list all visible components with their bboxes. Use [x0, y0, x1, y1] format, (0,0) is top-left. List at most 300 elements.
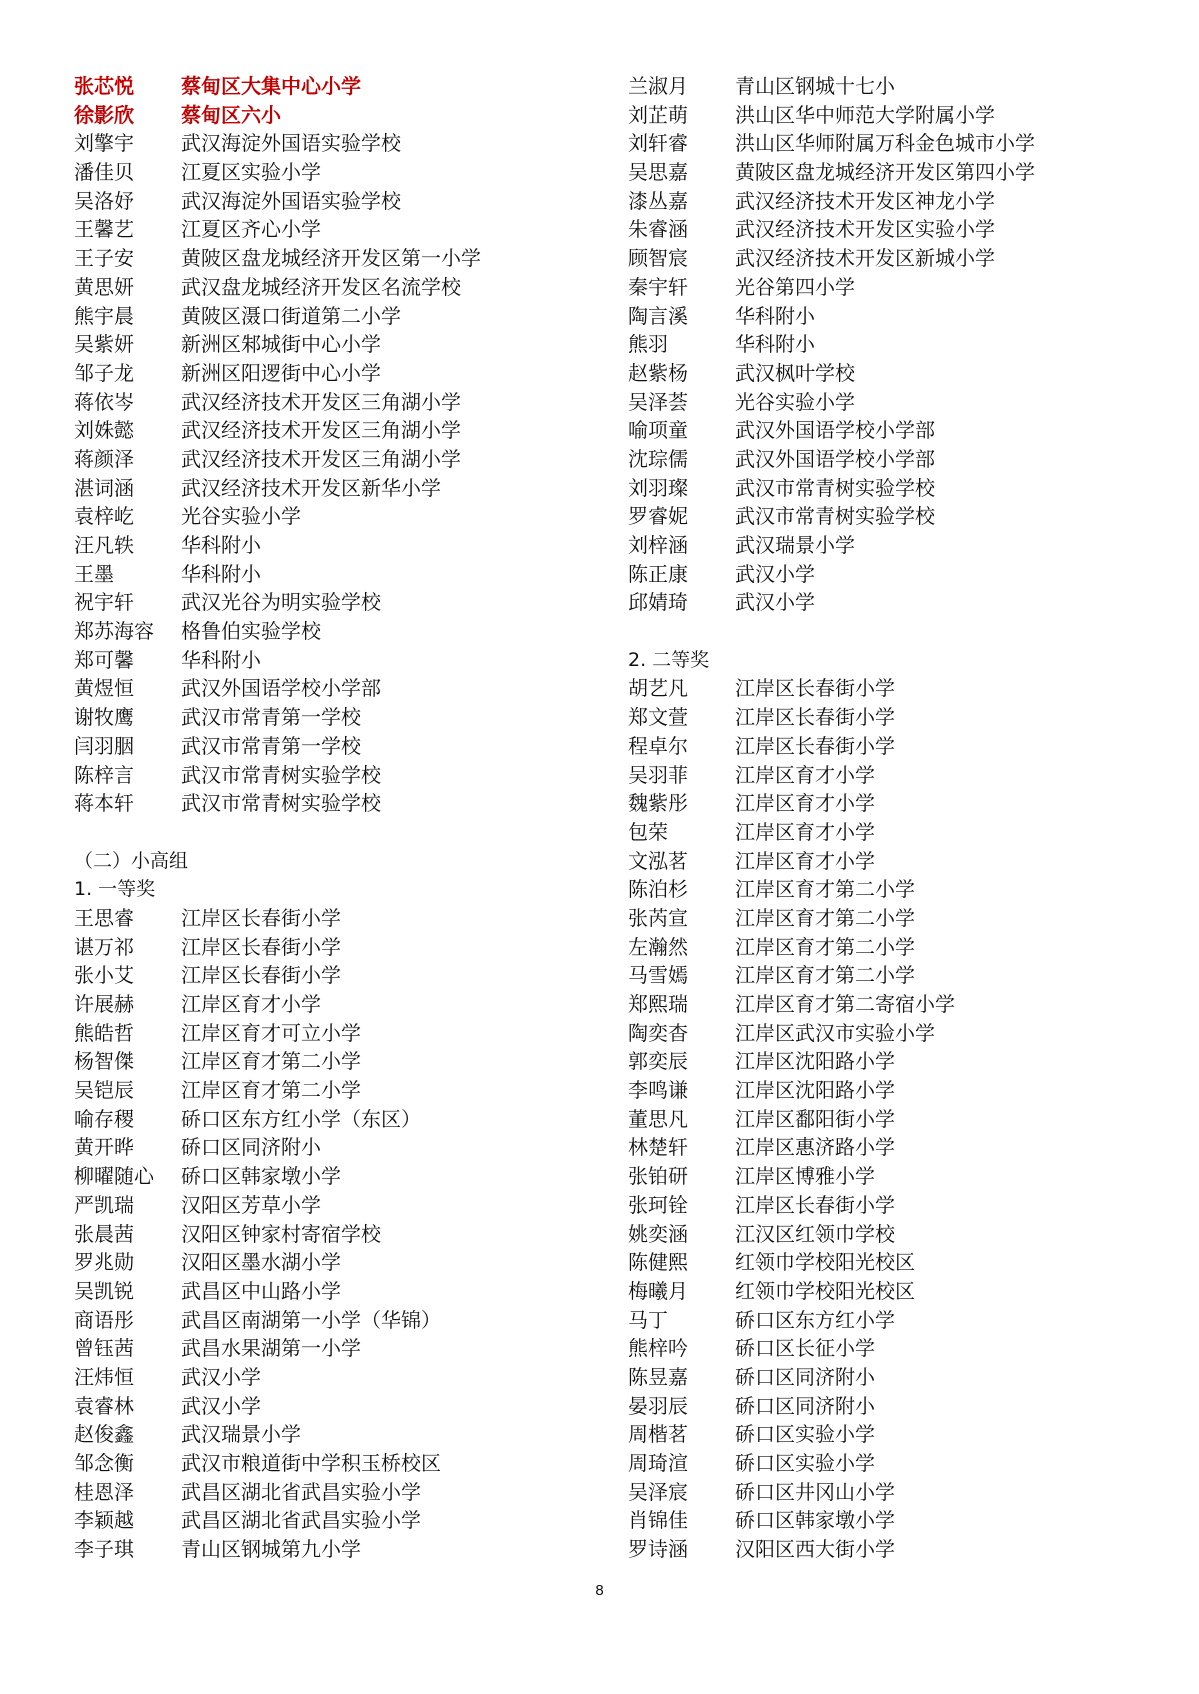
student-name: 邹念衡: [74, 1451, 134, 1475]
student-name: 朱睿涵: [628, 217, 688, 242]
school-name: 江岸区育才第二小学: [735, 877, 915, 902]
award-entry: [628, 732, 1168, 761]
student-name: 桂恩泽: [74, 1479, 134, 1504]
award-entry: [74, 1535, 574, 1564]
award-entry: [74, 215, 574, 244]
student-name: 郑苏海容: [74, 619, 154, 644]
student-name: 闫羽胭: [74, 733, 134, 758]
student-name: 喻项童: [628, 418, 688, 443]
school-name: 江岸区育才第二小学: [735, 963, 915, 988]
award-entry: [628, 72, 1168, 101]
student-name: 柳曜随心: [74, 1164, 154, 1189]
award-entry: [628, 330, 1168, 359]
section-heading: （二）小高组: [74, 849, 189, 872]
school-name: 光谷第四小学: [735, 274, 855, 299]
student-name: 文泓茗: [628, 848, 688, 873]
school-name: 武汉市常青树实验学校: [181, 791, 381, 816]
award-entry: [628, 1334, 1168, 1363]
school-name: 硚口区东方红小学（东区）: [181, 1106, 421, 1131]
school-name: 武昌水果湖第一小学: [181, 1336, 361, 1361]
school-name: 武汉小学: [181, 1364, 261, 1389]
award-entry: [628, 875, 1168, 904]
school-name: 华科附小: [181, 647, 261, 672]
student-name: 徐影欣: [74, 102, 134, 127]
student-name: 郭奕辰: [628, 1049, 688, 1074]
school-name: 武汉市常青第一学校: [181, 705, 361, 730]
section-heading: 2. 二等奖: [628, 648, 710, 671]
award-entry: [628, 674, 1168, 703]
school-name: 武昌区中山路小学: [181, 1278, 341, 1303]
award-entry: [628, 761, 1168, 790]
school-name: 江岸区育才小学: [735, 819, 875, 844]
student-name: 吴凯锐: [74, 1278, 134, 1303]
student-name: 张小艾: [74, 963, 134, 988]
award-entry: [74, 1076, 574, 1105]
award-entry: [74, 703, 574, 732]
school-name: 华科附小: [181, 561, 261, 586]
right-column: [628, 72, 1168, 1564]
school-name: 江岸区育才第二小学: [735, 905, 915, 930]
award-entry: [74, 560, 574, 589]
school-name: 武汉瑞景小学: [735, 533, 855, 557]
student-name: 李鸣谦: [628, 1078, 688, 1103]
student-name: 黄开晔: [74, 1135, 134, 1160]
school-name: 硚口区东方红小学: [735, 1307, 895, 1332]
award-entry: [628, 1076, 1168, 1105]
student-name: 潘佳贝: [74, 160, 134, 185]
student-name: 吴泽宸: [628, 1479, 688, 1504]
school-name: 武汉瑞景小学: [181, 1422, 301, 1447]
award-entry: [628, 1019, 1168, 1048]
student-name: 吴泽荟: [628, 389, 688, 414]
school-name: 蔡甸区大集中心小学: [181, 74, 361, 98]
student-name: 陈正康: [628, 561, 688, 586]
student-name: 王墨: [74, 561, 114, 586]
school-name: 蔡甸区六小: [181, 102, 281, 127]
award-entry: [74, 732, 574, 761]
school-name: 硚口区同济附小: [735, 1393, 875, 1418]
left-column: [74, 72, 574, 1564]
award-entry: [628, 847, 1168, 876]
award-entry: [628, 502, 1168, 531]
student-name: 曾钰茜: [74, 1336, 134, 1361]
school-name: 硚口区同济附小: [181, 1135, 321, 1160]
student-name: 陶奕杳: [628, 1020, 688, 1045]
student-name: 王子安: [74, 246, 134, 271]
student-name: 吴羽菲: [628, 762, 688, 787]
award-entry: [628, 703, 1168, 732]
school-name: 武汉经济技术开发区神龙小学: [735, 188, 995, 213]
student-name: 谌万祁: [74, 934, 134, 959]
award-entry: [628, 933, 1168, 962]
student-name: 熊梓吟: [628, 1336, 688, 1361]
school-name: 武汉小学: [735, 561, 815, 586]
student-name: 汪炜恒: [74, 1364, 134, 1389]
student-name: 汪凡轶: [74, 533, 134, 557]
student-name: 马丁: [628, 1307, 668, 1332]
school-name: 武汉经济技术开发区新华小学: [181, 475, 441, 500]
school-name: 江岸区育才第二小学: [181, 1078, 361, 1103]
award-entry: [628, 1478, 1168, 1507]
spacer: [74, 818, 574, 847]
school-name: 江岸区惠济路小学: [735, 1135, 895, 1160]
award-entry: [74, 761, 574, 790]
student-name: 肖锦佳: [628, 1508, 688, 1533]
award-entry: [74, 244, 574, 273]
award-entry: [74, 961, 574, 990]
school-name: 武汉外国语学校小学部: [735, 418, 935, 443]
school-name: 江岸区育才第二小学: [181, 1049, 361, 1074]
award-entry: [74, 302, 574, 331]
student-name: 罗睿妮: [628, 504, 688, 529]
school-name: 江岸区长春街小学: [735, 1192, 895, 1217]
student-name: 蒋本轩: [74, 791, 134, 816]
award-entry: [628, 904, 1168, 933]
student-name: 周琦渲: [628, 1451, 688, 1475]
award-entry: [74, 359, 574, 388]
student-name: 陈昱嘉: [628, 1364, 688, 1389]
award-entry: [74, 933, 574, 962]
school-name: 武汉经济技术开发区实验小学: [735, 217, 995, 242]
award-entry: [628, 961, 1168, 990]
award-entry: [74, 474, 574, 503]
award-entry: [74, 1019, 574, 1048]
award-entry: [628, 1105, 1168, 1134]
school-name: 江岸区长春街小学: [181, 934, 341, 959]
award-entry: [628, 789, 1168, 818]
student-name: 漆丛嘉: [628, 188, 688, 213]
student-name: 邱婧琦: [628, 590, 688, 615]
school-name: 江岸区长春街小学: [735, 733, 895, 758]
student-name: 熊宇晨: [74, 303, 134, 328]
award-entry: [628, 1420, 1168, 1449]
award-entry: [628, 474, 1168, 503]
student-name: 兰淑月: [628, 74, 688, 98]
school-name: 江汉区红领巾学校: [735, 1221, 895, 1246]
school-name: 江岸区长春街小学: [735, 676, 895, 701]
school-name: 硚口区长征小学: [735, 1336, 875, 1361]
award-entry: [74, 158, 574, 187]
student-name: 周楷茗: [628, 1422, 688, 1447]
award-entry: [74, 904, 574, 933]
student-name: 邹子龙: [74, 360, 134, 385]
award-entry: [74, 617, 574, 646]
student-name: 刘芷萌: [628, 102, 688, 127]
school-name: 武汉海淀外国语实验学校: [181, 131, 401, 156]
award-entry: [74, 1277, 574, 1306]
student-name: 祝宇轩: [74, 590, 134, 615]
school-name: 江岸区长春街小学: [181, 963, 341, 988]
school-name: 江岸区育才小学: [735, 848, 875, 873]
school-name: 光谷实验小学: [735, 389, 855, 414]
student-name: 陈健熙: [628, 1250, 688, 1275]
award-entry: [628, 445, 1168, 474]
student-name: 包荣: [628, 819, 668, 844]
spacer: [628, 617, 1168, 646]
school-name: 武汉经济技术开发区新城小学: [735, 246, 995, 271]
award-entry: [628, 1363, 1168, 1392]
award-entry: [74, 1449, 574, 1478]
student-name: 张芯悦: [74, 74, 134, 98]
award-entry: [628, 158, 1168, 187]
school-name: 武昌区湖北省武昌实验小学: [181, 1508, 421, 1533]
award-entry: [628, 1277, 1168, 1306]
school-name: 江岸区鄱阳街小学: [735, 1106, 895, 1131]
award-entry: [74, 1220, 574, 1249]
school-name: 武汉枫叶学校: [735, 360, 855, 385]
student-name: 熊皓哲: [74, 1020, 134, 1045]
school-name: 汉阳区墨水湖小学: [181, 1250, 341, 1275]
school-name: 硚口区韩家墩小学: [735, 1508, 895, 1533]
school-name: 江岸区沈阳路小学: [735, 1049, 895, 1074]
award-entry: [628, 1535, 1168, 1564]
school-name: 武汉外国语学校小学部: [735, 446, 935, 471]
school-name: 江夏区齐心小学: [181, 217, 321, 242]
school-name: 武昌区南湖第一小学（华锦）: [181, 1307, 441, 1332]
school-name: 青山区钢城第九小学: [181, 1537, 361, 1562]
page-number: 8: [595, 1582, 604, 1599]
award-entry: [74, 1248, 574, 1277]
award-entry: [628, 244, 1168, 273]
school-name: 武汉经济技术开发区三角湖小学: [181, 446, 461, 471]
student-name: 郑文萱: [628, 705, 688, 730]
school-name: 武汉市常青树实验学校: [735, 504, 935, 529]
award-entry: [74, 187, 574, 216]
award-entry: [74, 502, 574, 531]
school-name: 江岸区育才小学: [735, 791, 875, 816]
school-name: 红领巾学校阳光校区: [735, 1278, 915, 1303]
award-entry: [628, 1449, 1168, 1478]
school-name: 新洲区阳逻街中心小学: [181, 360, 381, 385]
school-name: 洪山区华师附属万科金色城市小学: [735, 131, 1035, 156]
award-entry: [74, 1363, 574, 1392]
school-name: 武汉海淀外国语实验学校: [181, 188, 401, 213]
award-entry: [74, 445, 574, 474]
award-entry: [74, 1105, 574, 1134]
student-name: 秦宇轩: [628, 274, 688, 299]
school-name: 武汉市常青第一学校: [181, 733, 361, 758]
award-entry: [628, 588, 1168, 617]
student-name: 陈梓言: [74, 762, 134, 787]
school-name: 汉阳区钟家村寄宿学校: [181, 1221, 381, 1246]
school-name: 新洲区邾城街中心小学: [181, 332, 381, 357]
student-name: 黄煜恒: [74, 676, 134, 701]
award-entry: [74, 1392, 574, 1421]
school-name: 汉阳区芳草小学: [181, 1192, 321, 1217]
student-name: 郑熙瑞: [628, 992, 688, 1016]
award-entry: [74, 1162, 574, 1191]
award-entry: [628, 1306, 1168, 1335]
student-name: 吴思嘉: [628, 160, 688, 185]
school-name: 武汉经济技术开发区三角湖小学: [181, 389, 461, 414]
award-entry: [628, 1248, 1168, 1277]
award-entry: [628, 388, 1168, 417]
award-entry: [74, 416, 574, 445]
award-entry: [74, 1191, 574, 1220]
award-entry: [628, 359, 1168, 388]
school-name: 汉阳区西大街小学: [735, 1537, 895, 1562]
award-entry: [628, 302, 1168, 331]
award-entry: [74, 388, 574, 417]
school-name: 硚口区实验小学: [735, 1451, 875, 1475]
student-name: 喻存稷: [74, 1106, 134, 1131]
student-name: 袁梓屹: [74, 504, 134, 529]
award-entry: [74, 129, 574, 158]
award-entry: [74, 646, 574, 675]
student-name: 袁睿林: [74, 1393, 134, 1418]
award-entry: [74, 1047, 574, 1076]
award-entry: [74, 72, 574, 101]
school-name: 武汉盘龙城经济开发区名流学校: [181, 274, 461, 299]
award-entry: [74, 1306, 574, 1335]
school-name: 江岸区育才第二寄宿小学: [735, 992, 955, 1016]
award-entry: [628, 1191, 1168, 1220]
school-name: 硚口区井冈山小学: [735, 1479, 895, 1504]
school-name: 华科附小: [735, 303, 815, 328]
student-name: 陈泊杉: [628, 877, 688, 902]
award-entry: [74, 1420, 574, 1449]
school-name: 江夏区实验小学: [181, 160, 321, 185]
student-name: 罗诗涵: [628, 1537, 688, 1562]
school-name: 武汉市粮道街中学积玉桥校区: [181, 1451, 441, 1475]
award-entry: [628, 1047, 1168, 1076]
student-name: 姚奕涵: [628, 1221, 688, 1246]
section-heading: 1. 一等奖: [74, 878, 156, 901]
school-name: 江岸区武汉市实验小学: [735, 1020, 935, 1045]
school-name: 洪山区华中师范大学附属小学: [735, 102, 995, 127]
award-entry: [628, 1162, 1168, 1191]
school-name: 武汉市常青树实验学校: [181, 762, 381, 787]
award-entry: [74, 990, 574, 1019]
award-entry: [628, 273, 1168, 302]
student-name: 魏紫彤: [628, 791, 688, 816]
school-name: 黄陂区盘龙城经济开发区第一小学: [181, 246, 481, 271]
award-entry: [628, 416, 1168, 445]
student-name: 程卓尔: [628, 733, 688, 758]
school-name: 武汉小学: [735, 590, 815, 615]
school-name: 武汉外国语学校小学部: [181, 676, 381, 701]
school-name: 江岸区博雅小学: [735, 1164, 875, 1189]
award-entry: [628, 531, 1168, 560]
student-name: 赵紫杨: [628, 360, 688, 385]
student-name: 吴洛妤: [74, 188, 134, 213]
award-entry: [74, 1478, 574, 1507]
student-name: 郑可馨: [74, 647, 134, 672]
student-name: 梅曦月: [628, 1278, 688, 1303]
school-name: 武昌区湖北省武昌实验小学: [181, 1479, 421, 1504]
award-entry: [628, 101, 1168, 130]
student-name: 刘轩睿: [628, 131, 688, 156]
school-name: 华科附小: [735, 332, 815, 357]
school-name: 江岸区沈阳路小学: [735, 1078, 895, 1103]
student-name: 蒋依岑: [74, 389, 134, 414]
student-name: 刘羽璨: [628, 475, 688, 500]
student-name: 许展赫: [74, 992, 134, 1016]
school-name: 格鲁伯实验学校: [181, 619, 321, 644]
student-name: 左瀚然: [628, 934, 688, 959]
student-name: 刘姝懿: [74, 418, 134, 443]
award-entry: [74, 1506, 574, 1535]
award-entry: [74, 789, 574, 818]
award-entry: [74, 330, 574, 359]
school-name: 江岸区长春街小学: [181, 905, 341, 930]
school-name: 华科附小: [181, 533, 261, 557]
student-name: 林楚轩: [628, 1135, 688, 1160]
school-name: 硚口区韩家墩小学: [181, 1164, 341, 1189]
award-entry: [74, 674, 574, 703]
award-entry: [74, 101, 574, 130]
award-entry: [74, 588, 574, 617]
award-entry: [74, 531, 574, 560]
student-name: 黄思妍: [74, 274, 134, 299]
student-name: 张铂研: [628, 1164, 688, 1189]
student-name: 张晨茜: [74, 1221, 134, 1246]
student-name: 罗兆勋: [74, 1250, 134, 1275]
award-entry: [628, 1392, 1168, 1421]
school-name: 黄陂区盘龙城经济开发区第四小学: [735, 160, 1035, 185]
student-name: 张芮宣: [628, 905, 688, 930]
award-entry: [74, 1334, 574, 1363]
student-name: 王思睿: [74, 905, 134, 930]
award-entry: [628, 129, 1168, 158]
award-entry: [628, 1506, 1168, 1535]
award-entry: [628, 1133, 1168, 1162]
award-entry: [74, 1133, 574, 1162]
award-entry: [628, 990, 1168, 1019]
student-name: 晏羽辰: [628, 1393, 688, 1418]
award-entry: [628, 560, 1168, 589]
school-name: 武汉市常青树实验学校: [735, 475, 935, 500]
student-name: 严凯瑞: [74, 1192, 134, 1217]
award-entry: [74, 273, 574, 302]
student-name: 谢牧鹰: [74, 705, 134, 730]
award-entry: [628, 187, 1168, 216]
student-name: 赵俊鑫: [74, 1422, 134, 1447]
school-name: 红领巾学校阳光校区: [735, 1250, 915, 1275]
student-name: 沈琮儒: [628, 446, 688, 471]
student-name: 董思凡: [628, 1106, 688, 1131]
school-name: 武汉光谷为明实验学校: [181, 590, 381, 615]
school-name: 硚口区实验小学: [735, 1422, 875, 1447]
school-name: 武汉经济技术开发区三角湖小学: [181, 418, 461, 443]
school-name: 武汉小学: [181, 1393, 261, 1418]
student-name: 熊羽: [628, 332, 668, 357]
student-name: 湛词涵: [74, 475, 134, 500]
student-name: 陶言溪: [628, 303, 688, 328]
award-entry: [628, 818, 1168, 847]
student-name: 吴铠辰: [74, 1078, 134, 1103]
student-name: 李子琪: [74, 1537, 134, 1562]
student-name: 李颖越: [74, 1508, 134, 1533]
school-name: 江岸区育才可立小学: [181, 1020, 361, 1045]
student-name: 杨智傑: [74, 1049, 134, 1074]
award-entry: [628, 215, 1168, 244]
school-name: 黄陂区滠口街道第二小学: [181, 303, 401, 328]
school-name: 青山区钢城十七小: [735, 74, 895, 98]
student-name: 王馨艺: [74, 217, 134, 242]
school-name: 硚口区同济附小: [735, 1364, 875, 1389]
student-name: 刘梓涵: [628, 533, 688, 557]
student-name: 商语彤: [74, 1307, 134, 1332]
school-name: 江岸区育才第二小学: [735, 934, 915, 959]
student-name: 吴紫妍: [74, 332, 134, 357]
school-name: 江岸区育才小学: [735, 762, 875, 787]
school-name: 光谷实验小学: [181, 504, 301, 529]
student-name: 蒋颜泽: [74, 446, 134, 471]
student-name: 刘擎宇: [74, 131, 134, 156]
student-name: 顾智宸: [628, 246, 688, 271]
student-name: 胡艺凡: [628, 676, 688, 701]
